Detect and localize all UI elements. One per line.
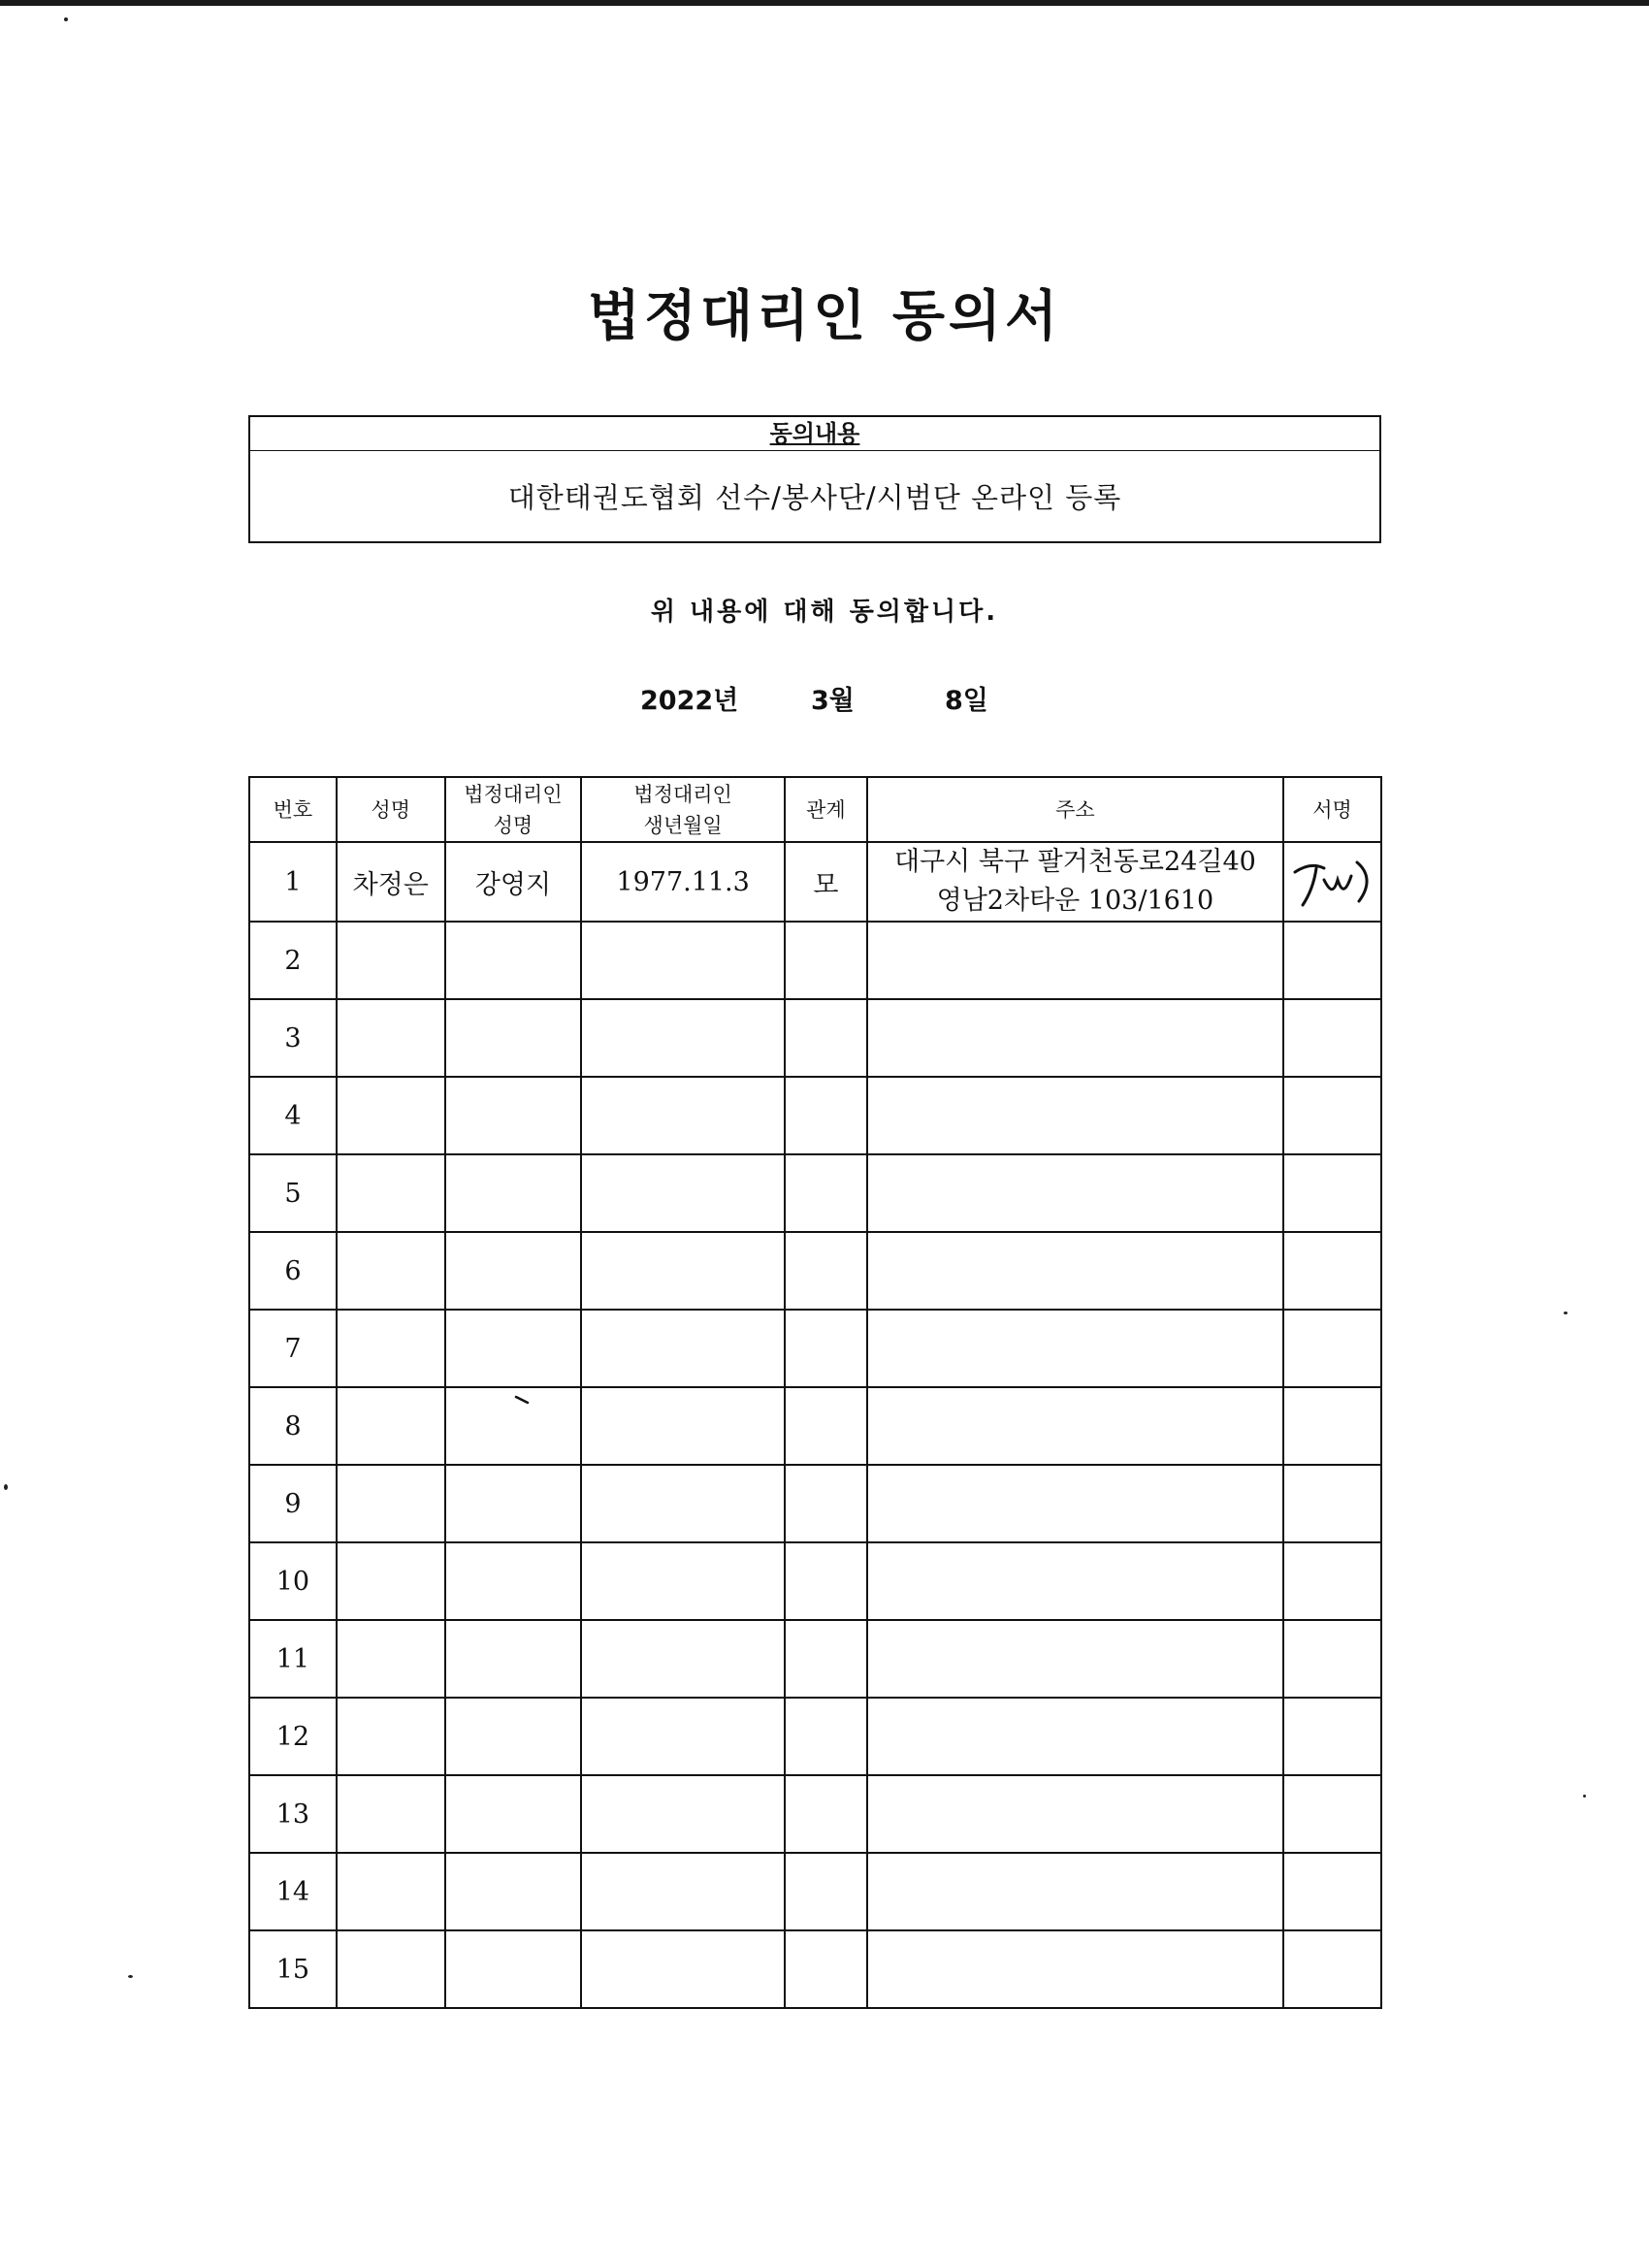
row-number: 6 <box>249 1232 337 1310</box>
consent-box <box>248 415 1381 543</box>
row-number: 2 <box>249 922 337 999</box>
header-signature: 서명 <box>1283 777 1381 842</box>
date-year: 2022년 <box>640 686 739 716</box>
table-row <box>249 1465 1381 1542</box>
row-signature <box>1283 842 1381 922</box>
header-guardian-name <box>445 777 582 842</box>
scan-speck <box>128 1975 133 1978</box>
header-name: 성명 <box>337 777 445 842</box>
row-number: 10 <box>249 1542 337 1620</box>
row-number: 11 <box>249 1620 337 1698</box>
row-number: 7 <box>249 1310 337 1387</box>
table-row <box>249 1232 1381 1310</box>
table-row <box>249 1930 1381 2008</box>
scan-edge <box>0 0 1649 6</box>
table-row <box>249 1775 1381 1853</box>
table-row <box>249 999 1381 1077</box>
table-row <box>249 1542 1381 1620</box>
header-relation: 관계 <box>785 777 867 842</box>
row-number: 4 <box>249 1077 337 1154</box>
table-row <box>249 1620 1381 1698</box>
table-row <box>249 1077 1381 1154</box>
row-number: 14 <box>249 1853 337 1930</box>
row-number: 15 <box>249 1930 337 2008</box>
row-guardian-birth: 1977.11.3 <box>581 842 785 922</box>
table-row <box>249 1698 1381 1775</box>
consent-header: 동의내용 <box>250 417 1379 451</box>
row-number: 12 <box>249 1698 337 1775</box>
row-address-line2: 영남2차타운 103/1610 <box>936 886 1214 916</box>
row-relation: 모 <box>785 842 867 922</box>
table-row <box>249 842 1381 922</box>
scan-speck <box>1583 1795 1586 1798</box>
consent-content: 대한태권도협회 선수/봉사단/시범단 온라인 등록 <box>507 481 1122 514</box>
scan-speck <box>1564 1312 1568 1314</box>
row-name: 차정은 <box>337 842 445 922</box>
header-guardian-name-line1: 법정대리인 <box>464 782 563 806</box>
row-number: 1 <box>249 842 337 922</box>
table-row <box>249 1853 1381 1930</box>
header-no: 번호 <box>249 777 337 842</box>
handwritten-signature <box>1287 851 1376 913</box>
row-address <box>867 842 1283 922</box>
agreement-statement: 위 내용에 대해 동의합니다. <box>650 598 999 627</box>
scan-speck <box>64 17 68 21</box>
table-row <box>249 1154 1381 1232</box>
stray-mark <box>514 1394 534 1406</box>
table-row <box>249 1387 1381 1465</box>
row-address-line1: 대구시 북구 팔거천동로24길40 <box>894 847 1256 877</box>
table-header-row <box>249 777 1381 842</box>
header-guardian-name-line2: 성명 <box>493 813 534 837</box>
header-guardian-birth-line2: 생년월일 <box>643 813 723 837</box>
header-guardian-birth-line1: 법정대리인 <box>633 782 732 806</box>
header-guardian-birth <box>581 777 785 842</box>
table-row <box>249 922 1381 999</box>
row-number: 9 <box>249 1465 337 1542</box>
row-number: 5 <box>249 1154 337 1232</box>
row-number: 13 <box>249 1775 337 1853</box>
header-address: 주소 <box>867 777 1283 842</box>
row-number: 8 <box>249 1387 337 1465</box>
table-row <box>249 1310 1381 1387</box>
scan-speck <box>4 1484 8 1490</box>
guardian-table <box>248 776 1382 2009</box>
date-day: 8일 <box>945 686 988 716</box>
row-guardian-name: 강영지 <box>445 842 582 922</box>
date-month: 3월 <box>811 686 855 716</box>
row-number: 3 <box>249 999 337 1077</box>
document-title: 법정대리인 동의서 <box>587 285 1062 348</box>
